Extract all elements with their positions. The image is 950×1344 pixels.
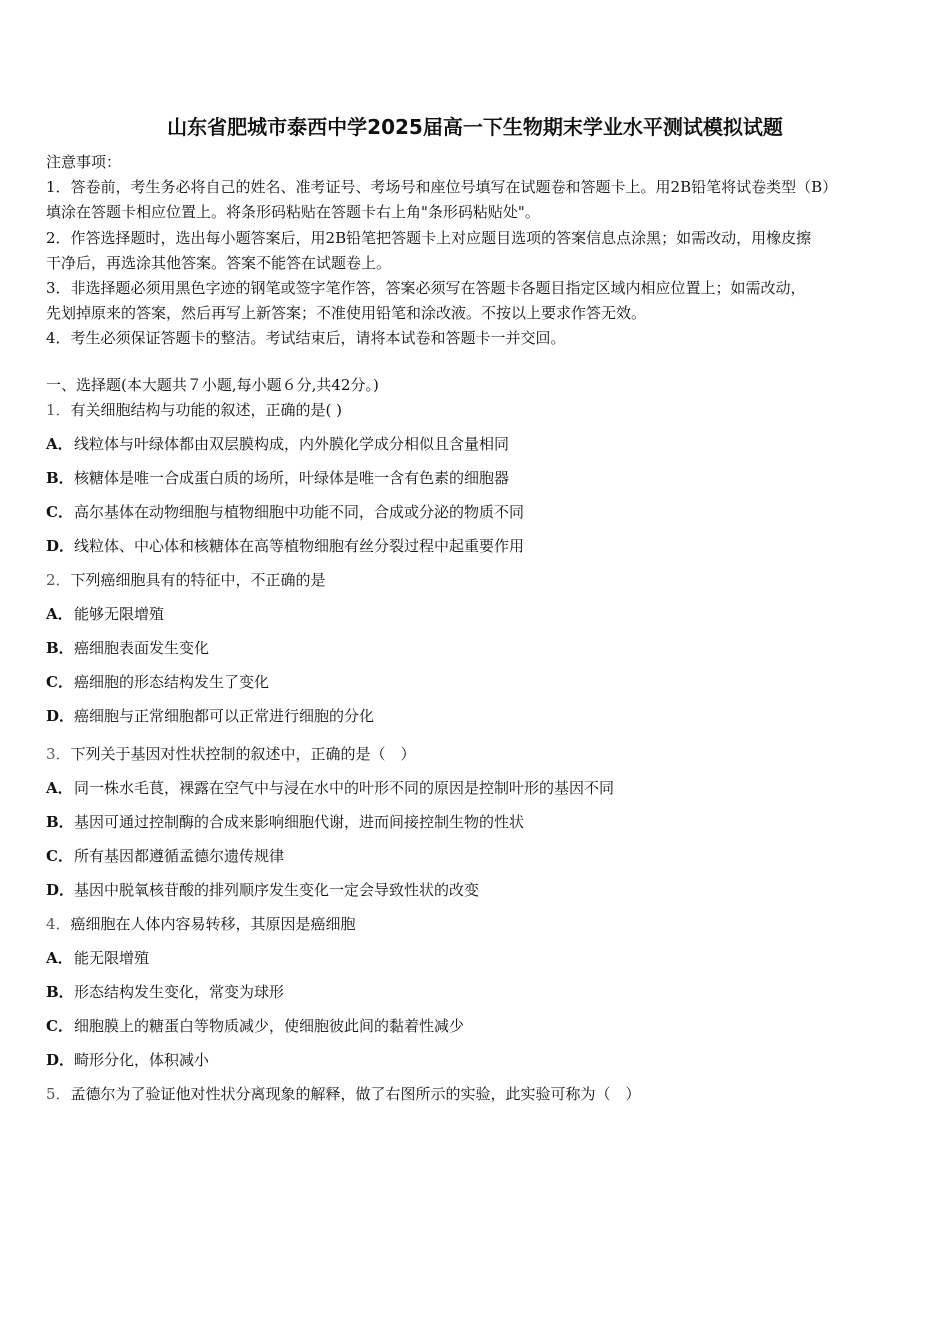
option-text: 基因中脱氧核苷酸的排列顺序发生变化一定会导致性状的改变 [74,881,480,899]
option-label: C． [46,847,73,865]
notice-line: 4．考生必须保证答题卡的整洁。考试结束后，请将本试卷和答题卡一并交回。 [46,329,566,348]
notice-heading: 注意事项： [46,153,122,171]
option-item [46,704,374,728]
question-number: 5． [46,1085,71,1103]
option-item [46,432,509,456]
option-item [46,500,524,524]
option-item [46,636,209,660]
option-label: A． [46,779,73,797]
notice-line: 3．非选择题必须用黑色字迹的钢笔或签字笔作答，答案必须写在答题卡各题目指定区域内相应位置上；如需改动， [46,278,806,297]
option-label: C． [46,503,73,521]
option-label: A． [46,435,73,453]
option-text: 能够无限增殖 [74,605,165,623]
option-label: B． [46,639,74,657]
option-text: 癌细胞与正常细胞都可以正常进行细胞的分化 [74,707,375,725]
question-number: 4． [46,915,71,933]
option-text: 基因可通过控制酶的合成来影响细胞代谢，进而间接控制生物的性状 [74,813,525,831]
option-item [46,776,614,800]
question-text: 孟德尔为了验证他对性状分离现象的解释，做了右图所示的实验，此实验可称为（ ） [70,1085,641,1103]
option-text: 核糖体是唯一合成蛋白质的场所，叶绿体是唯一含有色素的细胞器 [74,469,510,487]
notice-line: 1．答卷前，考生务必将自己的姓名、准考证号、考场号和座位号填写在试题卷和答题卡上。用2B铅笔将试卷类型（B） [46,178,838,197]
question-number: 1． [46,401,71,419]
option-text: 线粒体、中心体和核糖体在高等植物细胞有丝分裂过程中起重要作用 [74,537,525,555]
option-item [46,1048,209,1072]
question-stem [46,742,416,766]
option-item [46,1014,464,1038]
option-text: 癌细胞表面发生变化 [74,639,210,657]
option-label: C． [46,1017,73,1035]
question-stem [46,568,326,592]
option-text: 高尔基体在动物细胞与植物细胞中功能不同，合成或分泌的物质不同 [74,503,525,521]
question-stem [46,1082,641,1106]
option-label: D． [46,881,75,899]
option-label: D． [46,707,75,725]
option-label: C． [46,673,73,691]
option-item [46,878,479,902]
question-number: 3． [46,745,71,763]
option-item [46,602,164,626]
option-label: B． [46,469,74,487]
option-text: 形态结构发生变化，常变为球形 [74,983,285,1001]
option-item [46,844,284,868]
question-stem [46,398,342,422]
option-text: 细胞膜上的糖蛋白等物质减少，使细胞彼此间的黏着性减少 [74,1017,465,1035]
option-label: B． [46,813,74,831]
question-text: 有关细胞结构与功能的叙述，正确的是( ) [70,401,343,419]
question-text: 癌细胞在人体内容易转移，其原因是癌细胞 [70,915,356,933]
option-label: A． [46,949,73,967]
option-item [46,534,524,558]
option-label: B． [46,983,74,1001]
option-text: 能无限增殖 [74,949,150,967]
option-label: A． [46,605,73,623]
section-heading: 一、选择题(本大题共７小题,每小题６分,共42分。) [46,376,379,394]
option-text: 癌细胞的形态结构发生了变化 [74,673,270,691]
notice-line: 2．作答选择题时，选出每小题答案后，用2B铅笔把答题卡上对应题目选项的答案信息点涂黑；如需改动，用橡皮擦 [46,228,812,247]
question-stem [46,912,356,936]
question-number: 2． [46,571,71,589]
option-text: 畸形分化，体积减小 [74,1051,210,1069]
page-title: 山东省肥城市泰西中学2025届高一下生物期末学业水平测试模拟试题 [167,115,783,139]
option-item [46,946,149,970]
notice-line: 干净后，再选涂其他答案。答案不能答在试题卷上。 [46,253,392,272]
notice-line: 先划掉原来的答案，然后再写上新答案；不准使用铅笔和涂改液。不按以上要求作答无效。 [46,304,647,323]
option-text: 所有基因都遵循孟德尔遗传规律 [74,847,285,865]
question-text: 下列关于基因对性状控制的叙述中，正确的是（ ） [70,745,416,763]
option-item [46,980,284,1004]
option-label: D． [46,1051,75,1069]
notice-block [46,150,906,352]
question-text: 下列癌细胞具有的特征中，不正确的是 [70,571,326,589]
option-item [46,466,509,490]
notice-line: 填涂在答题卡相应位置上。将条形码粘贴在答题卡右上角"条形码粘贴处"。 [46,203,540,222]
option-text: 同一株水毛茛，裸露在空气中与浸在水中的叶形不同的原因是控制叶形的基因不同 [74,779,615,797]
option-text: 线粒体与叶绿体都由双层膜构成，内外膜化学成分相似且含量相同 [74,435,510,453]
option-label: D． [46,537,75,555]
option-item [46,670,269,694]
option-item [46,810,524,834]
